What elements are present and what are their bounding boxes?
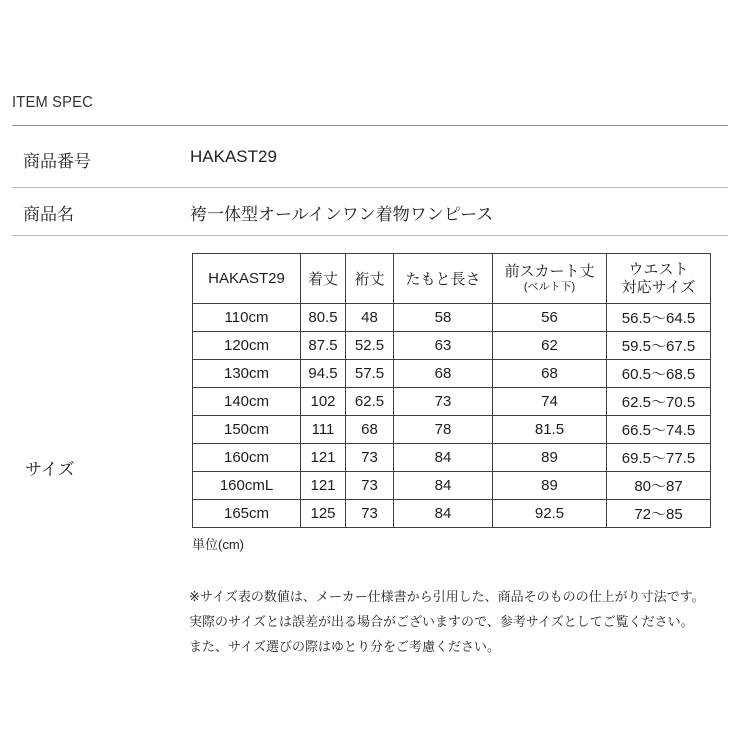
size-cell: 66.5〜74.5 [607, 416, 711, 444]
size-section-label: サイズ [25, 460, 75, 479]
divider [12, 187, 728, 188]
size-cell: 78 [394, 416, 493, 444]
size-cell: 73 [394, 388, 493, 416]
col-header-waist-line2: 対応サイズ [621, 278, 696, 296]
size-cell: 63 [394, 332, 493, 360]
col-header-tamoto-length: たもと長さ [394, 254, 493, 304]
size-cell: 92.5 [493, 500, 607, 528]
disclaimer-line: また、サイズ選びの際はゆとり分をご考慮ください。 [189, 639, 500, 654]
size-row-160cm [193, 444, 711, 472]
size-cell: 73 [346, 444, 394, 472]
size-row-label: 120cm [193, 332, 301, 360]
size-cell: 57.5 [346, 360, 394, 388]
size-row-140cm [193, 388, 711, 416]
size-cell: 80.5 [301, 304, 346, 332]
col-header-sleeve-length: 裄丈 [346, 254, 394, 304]
size-cell: 87.5 [301, 332, 346, 360]
size-row-130cm [193, 360, 711, 388]
size-cell: 68 [346, 416, 394, 444]
divider [12, 125, 728, 126]
size-cell: 62.5 [346, 388, 394, 416]
size-row-label: 160cmL [193, 472, 301, 500]
size-row-label: 150cm [193, 416, 301, 444]
size-cell: 59.5〜67.5 [607, 332, 711, 360]
size-cell: 84 [394, 500, 493, 528]
size-cell: 94.5 [301, 360, 346, 388]
size-cell: 84 [394, 444, 493, 472]
size-cell: 68 [493, 360, 607, 388]
size-cell: 62 [493, 332, 607, 360]
section-title: ITEM SPEC [12, 94, 94, 111]
divider [12, 235, 728, 236]
size-cell: 121 [301, 472, 346, 500]
size-row-150cm [193, 416, 711, 444]
col-header-front-skirt-sub: (ベルト下) [523, 281, 576, 293]
spec-value-product-name: 袴一体型オールインワン着物ワンピース [190, 205, 494, 224]
spec-value-product-number: HAKAST29 [190, 147, 277, 166]
size-row-label: 140cm [193, 388, 301, 416]
size-cell: 60.5〜68.5 [607, 360, 711, 388]
size-row-165cm [193, 500, 711, 528]
size-cell: 56.5〜64.5 [607, 304, 711, 332]
col-header-waist-line1: ウエスト [628, 260, 689, 278]
size-cell: 73 [346, 472, 394, 500]
unit-note: 単位(cm) [192, 537, 244, 552]
spec-label-product-number: 商品番号 [23, 152, 91, 171]
col-header-body-length: 着丈 [301, 254, 346, 304]
col-header-front-skirt-main: 前スカート丈 [504, 263, 595, 280]
size-cell: 102 [301, 388, 346, 416]
size-cell: 80〜87 [607, 472, 711, 500]
size-row-label: 130cm [193, 360, 301, 388]
size-cell: 89 [493, 444, 607, 472]
size-cell: 48 [346, 304, 394, 332]
size-row-label: 165cm [193, 500, 301, 528]
col-header-model: HAKAST29 [193, 254, 301, 304]
size-row-label: 110cm [193, 304, 301, 332]
size-cell: 62.5〜70.5 [607, 388, 711, 416]
size-cell: 56 [493, 304, 607, 332]
size-cell: 81.5 [493, 416, 607, 444]
size-cell: 73 [346, 500, 394, 528]
size-table [192, 253, 711, 528]
spec-label-product-name: 商品名 [23, 205, 74, 224]
col-header-waist-size [607, 254, 711, 304]
size-table-header-row [193, 254, 711, 304]
size-row-label: 160cm [193, 444, 301, 472]
col-header-front-skirt-length [493, 254, 607, 304]
size-disclaimer [189, 584, 705, 659]
size-cell: 74 [493, 388, 607, 416]
size-cell: 72〜85 [607, 500, 711, 528]
size-cell: 121 [301, 444, 346, 472]
size-row-110cm [193, 304, 711, 332]
disclaimer-line: ※サイズ表の数値は、メーカー仕様書から引用した、商品そのものの仕上がり寸法です。 [189, 589, 705, 604]
size-cell: 89 [493, 472, 607, 500]
size-cell: 68 [394, 360, 493, 388]
size-row-160cmL [193, 472, 711, 500]
size-cell: 52.5 [346, 332, 394, 360]
size-cell: 58 [394, 304, 493, 332]
size-cell: 84 [394, 472, 493, 500]
size-cell: 125 [301, 500, 346, 528]
size-row-120cm [193, 332, 711, 360]
size-cell: 69.5〜77.5 [607, 444, 711, 472]
size-cell: 111 [301, 416, 346, 444]
disclaimer-line: 実際のサイズとは誤差が出る場合がございますので、参考サイズとしてご覧ください。 [189, 614, 694, 629]
